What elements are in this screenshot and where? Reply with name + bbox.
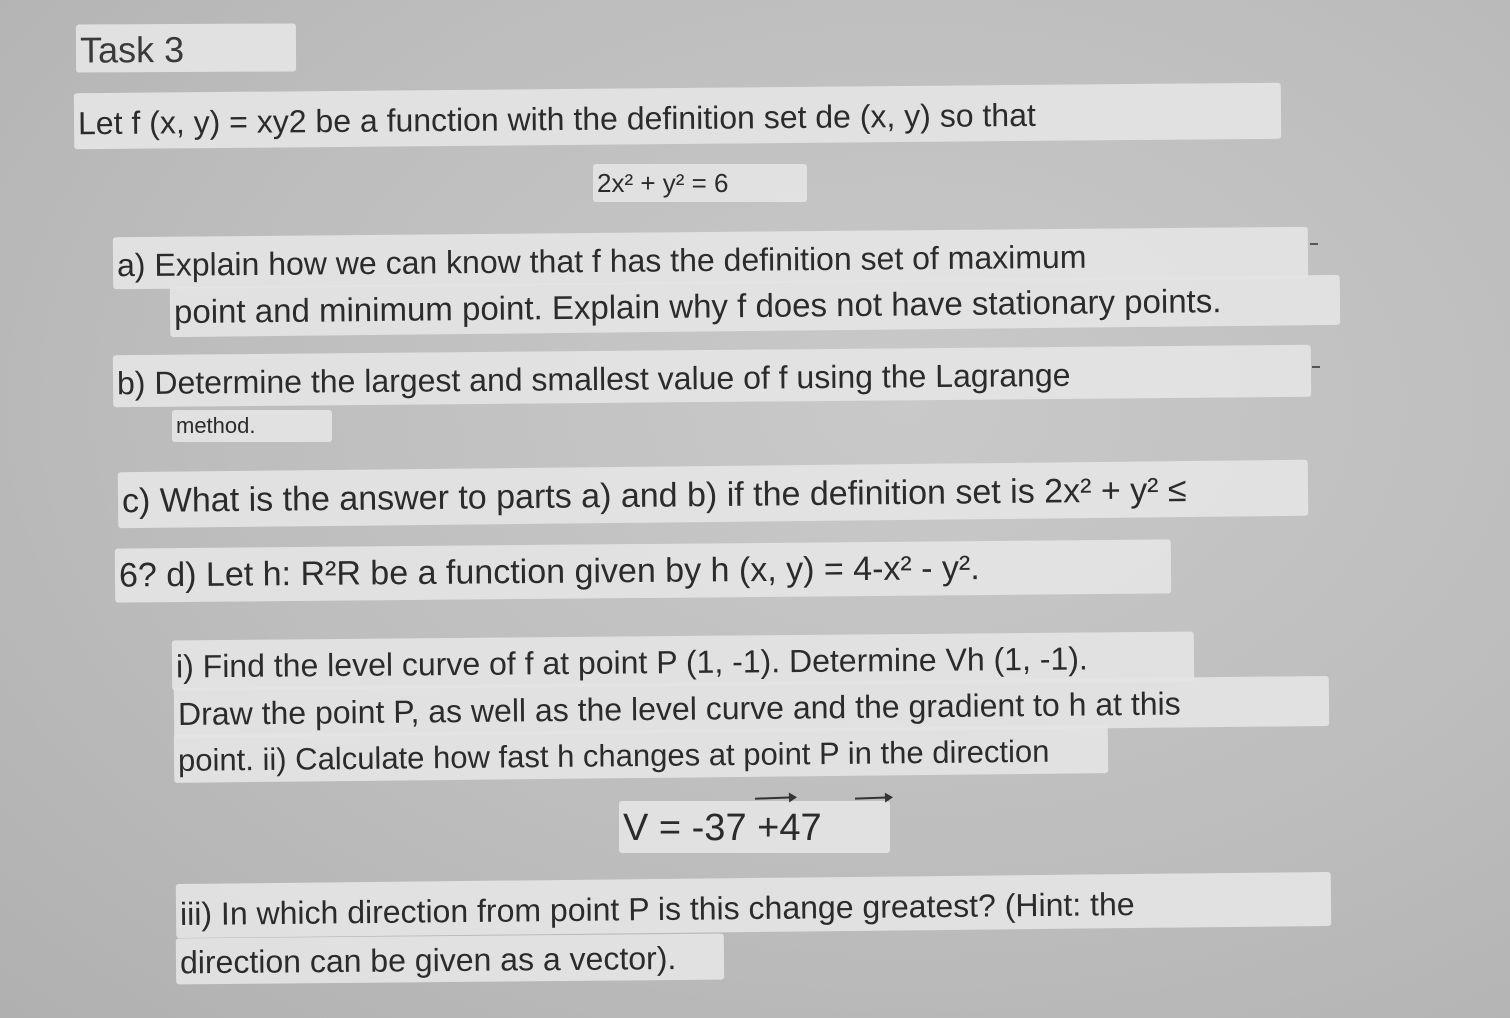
part-i-line-2: Draw the point P, as well as the level curve and the gradient to h at this <box>174 676 1329 738</box>
part-iii-line-1: iii) In which direction from point P is this change greatest? (Hint: the <box>176 872 1332 938</box>
part-a-line-1: a) Explain how we can know that f has the definition set of maximum <box>113 227 1308 289</box>
part-c-line-1: c) What is the answer to parts a) and b) if the definition set is 2x² + y² ≤ <box>118 460 1309 528</box>
part-b-line-2: method. <box>172 410 332 442</box>
part-c-line-2: 6? d) Let h: R²R be a function given by h (x, y) = 4-x² - y². <box>115 539 1171 602</box>
margin-tick <box>1312 366 1320 368</box>
part-a-line-2: point and minimum point. Explain why f does not have stationary points. <box>170 275 1340 337</box>
task-title: Task 3 <box>76 23 296 72</box>
constraint-equation: 2x² + y² = 6 <box>593 164 807 202</box>
part-iii-line-2: direction can be given as a vector). <box>176 934 724 985</box>
vector-arrow-icon <box>755 796 795 799</box>
part-i-line-3: point. ii) Calculate how fast h changes at point P in the direction <box>174 725 1108 783</box>
direction-vector: V = -37 +47 <box>619 801 890 853</box>
vector-arrow-icon <box>855 796 891 799</box>
margin-tick <box>1310 243 1318 245</box>
intro-line: Let f (x, y) = xy2 be a function with the definition set de (x, y) so that <box>74 83 1281 150</box>
part-b-line-1: b) Determine the largest and smallest value of f using the Lagrange <box>113 345 1311 407</box>
part-i-line-1: i) Find the level curve of f at point P (1, -1). Determine Vh (1, -1). <box>172 632 1194 691</box>
